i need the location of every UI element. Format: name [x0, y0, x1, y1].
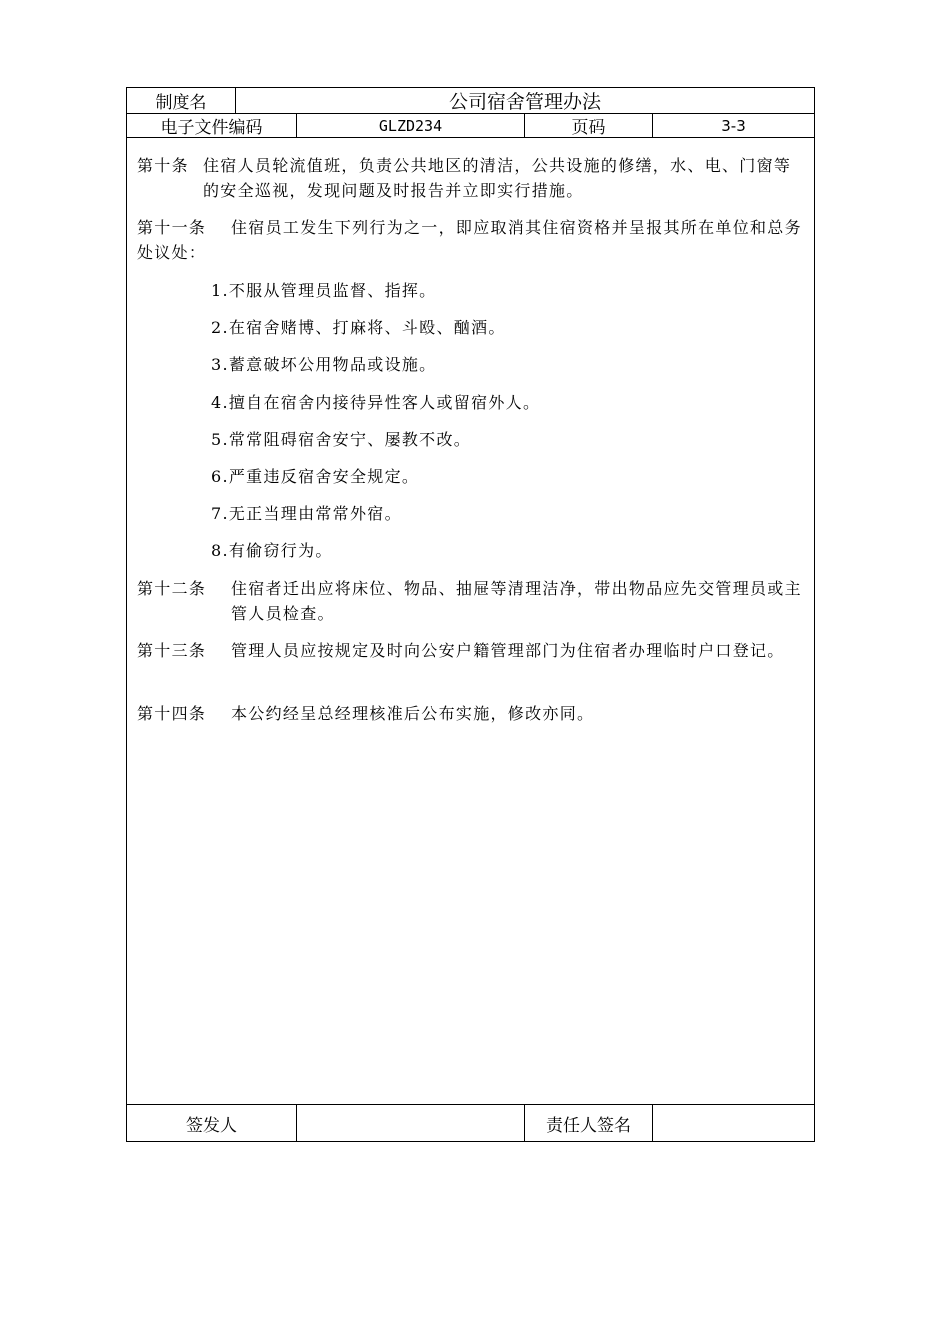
signature-row — [127, 1104, 814, 1141]
page-value: 3-3 — [652, 114, 814, 137]
article-label: 第十条 — [137, 156, 189, 175]
article-text: 住宿员工发生下列行为之一，即应取消其住宿资格并呈报其所在单位和总务处议处： — [137, 218, 802, 262]
responsible-field[interactable] — [652, 1105, 814, 1141]
issuer-label: 签发人 — [186, 1115, 237, 1136]
article-10 — [127, 153, 816, 203]
article-11 — [127, 215, 816, 265]
page-label: 页码 — [524, 114, 652, 137]
file-code-value: GLZD234 — [296, 114, 524, 137]
file-code-label: 电子文件编码 — [160, 118, 263, 138]
violation-item: 3.蓄意破坏公用物品或设施。 — [211, 355, 437, 374]
article-12 — [127, 576, 816, 626]
issuer-field[interactable] — [296, 1105, 524, 1141]
article-text: 住宿者迁出应将床位、物品、抽屉等清理洁净，带出物品应先交管理员或主管人员检查。 — [231, 579, 802, 623]
article-label: 第十三条 — [137, 641, 207, 660]
article-label: 第十二条 — [137, 579, 207, 598]
responsible-label: 责任人签名 — [524, 1105, 652, 1141]
system-name-label: 制度名 — [155, 93, 207, 113]
system-name-value: 公司宿舍管理办法 — [235, 88, 814, 113]
document-frame — [126, 87, 815, 1142]
violation-item: 2.在宿舍赌博、打麻将、斗殴、酗酒。 — [211, 318, 506, 337]
violation-item: 4.擅自在宿舍内接待异性客人或留宿外人。 — [211, 393, 541, 412]
violation-item: 5.常常阻碍宿舍安宁、屡教不改。 — [211, 430, 472, 449]
header-row-system-name — [127, 88, 814, 114]
article-label: 第十四条 — [137, 704, 207, 723]
article-14 — [127, 701, 816, 726]
header-row-file-code — [127, 114, 814, 138]
violation-item: 8.有偷窃行为。 — [211, 541, 333, 560]
article-text: 本公约经呈总经理核准后公布实施，修改亦同。 — [231, 704, 595, 723]
article-text: 管理人员应按规定及时向公安户籍管理部门为住宿者办理临时户口登记。 — [231, 641, 785, 660]
article-13 — [127, 638, 816, 688]
violation-item: 1.不服从管理员监督、指挥。 — [211, 281, 437, 300]
violation-item: 6.严重违反宿舍安全规定。 — [211, 467, 420, 486]
article-label: 第十一条 — [137, 218, 207, 237]
article-text: 住宿人员轮流值班，负责公共地区的清洁，公共设施的修缮，水、电、门窗等的安全巡视，发现问题及时报告并立即实行措施。 — [203, 156, 792, 200]
violation-item: 7.无正当理由常常外宿。 — [211, 504, 402, 523]
